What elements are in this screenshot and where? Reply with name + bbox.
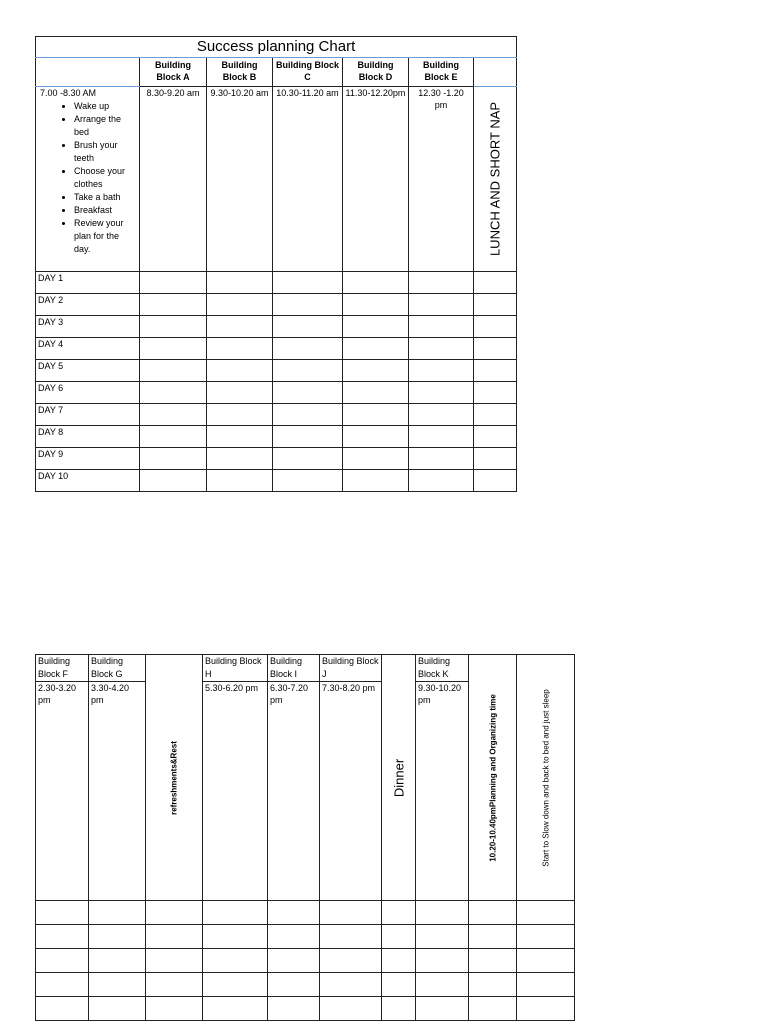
routine-item: • Brush your teeth [74, 139, 137, 165]
day-label: DAY 10 [36, 470, 140, 492]
planning-cell [469, 655, 517, 901]
table-cell [343, 426, 409, 448]
table-cell [203, 997, 268, 1021]
table-cell [474, 294, 517, 316]
table-cell [140, 448, 207, 470]
day-label: DAY 3 [36, 316, 140, 338]
block-k-time: 9.30-10.20 pm [416, 682, 469, 901]
table-cell [140, 338, 207, 360]
day-label: DAY 9 [36, 448, 140, 470]
table-cell [273, 294, 343, 316]
table-cell [469, 901, 517, 925]
block-a-time: 8.30-9.20 am [140, 87, 207, 272]
block-c-time: 10.30-11.20 am [273, 87, 343, 272]
table-cell [273, 470, 343, 492]
table-cell [469, 925, 517, 949]
table-cell [207, 272, 273, 294]
block-j-time: 7.30-8.20 pm [320, 682, 382, 901]
table-cell [146, 925, 203, 949]
routine-item: • Arrange the bed [74, 113, 137, 139]
sleep-label: Start to Slow down and back to bed and just sleep [541, 688, 550, 867]
day-label: DAY 8 [36, 426, 140, 448]
table-cell [268, 973, 320, 997]
table-cell [409, 338, 474, 360]
table-cell [273, 382, 343, 404]
block-i-header: Building Block I [268, 655, 320, 682]
block-d-header: Building Block D [343, 58, 409, 87]
table-cell [474, 360, 517, 382]
refreshments-cell [146, 655, 203, 901]
table-cell [320, 901, 382, 925]
day-label: DAY 6 [36, 382, 140, 404]
table-cell [382, 925, 416, 949]
table-cell [409, 426, 474, 448]
evening-planning-chart [35, 654, 575, 1021]
table-cell [474, 338, 517, 360]
routine-item: • Choose your clothes [74, 165, 137, 191]
table-cell [409, 404, 474, 426]
table-cell [36, 925, 89, 949]
day-label: DAY 7 [36, 404, 140, 426]
table-cell [36, 901, 89, 925]
table-cell [343, 448, 409, 470]
table-cell [382, 901, 416, 925]
table-cell [474, 404, 517, 426]
block-f-header: Building Block F [36, 655, 89, 682]
table-cell [140, 382, 207, 404]
table-cell [36, 997, 89, 1021]
block-k-header: Building Block K [416, 655, 469, 682]
table-cell [416, 925, 469, 949]
table-cell [207, 338, 273, 360]
table-cell [203, 901, 268, 925]
table-cell [146, 997, 203, 1021]
routine-item: • Take a bath [74, 191, 137, 204]
table-cell [268, 901, 320, 925]
header-blank-cell [36, 58, 140, 87]
table-cell [140, 404, 207, 426]
refreshments-label: refreshments&Rest [169, 740, 179, 815]
table-cell [409, 382, 474, 404]
table-cell [89, 973, 146, 997]
table-cell [517, 925, 575, 949]
table-cell [416, 901, 469, 925]
table-cell [343, 404, 409, 426]
table-cell [474, 272, 517, 294]
table-cell [517, 997, 575, 1021]
routine-item: • Breakfast [74, 204, 137, 217]
table-cell [140, 470, 207, 492]
dinner-cell [382, 655, 416, 901]
table-cell [207, 404, 273, 426]
block-c-header: Building Block C [273, 58, 343, 87]
chart-title: Success planning Chart [36, 37, 517, 58]
table-cell [36, 973, 89, 997]
table-cell [140, 316, 207, 338]
table-cell [140, 272, 207, 294]
table-cell [416, 949, 469, 973]
table-cell [343, 470, 409, 492]
block-g-header: Building Block G [89, 655, 146, 682]
table-cell [89, 949, 146, 973]
table-cell [320, 925, 382, 949]
table-cell [273, 316, 343, 338]
block-b-time: 9.30-10.20 am [207, 87, 273, 272]
block-e-time: 12.30 -1.20 pm [409, 87, 474, 272]
day-label: DAY 1 [36, 272, 140, 294]
day-label: DAY 2 [36, 294, 140, 316]
table-cell [409, 470, 474, 492]
block-f-time: 2.30-3.20 pm [36, 682, 89, 901]
table-cell [268, 997, 320, 1021]
table-cell [140, 294, 207, 316]
routine-item: • Wake up [74, 100, 137, 113]
planning-label: 10.20-10.40pmPlanning and Organizing time [488, 693, 497, 862]
table-cell [416, 997, 469, 1021]
table-cell [474, 448, 517, 470]
table-cell [273, 426, 343, 448]
header-blank-cell [474, 58, 517, 87]
day-label: DAY 4 [36, 338, 140, 360]
table-cell [382, 973, 416, 997]
block-h-time: 5.30-6.20 pm [203, 682, 268, 901]
block-a-header: Building Block A [140, 58, 207, 87]
table-cell [207, 294, 273, 316]
table-cell [517, 949, 575, 973]
table-cell [382, 997, 416, 1021]
table-cell [207, 316, 273, 338]
routine-item: • Review your plan for the day. [74, 217, 137, 256]
lunch-cell [474, 87, 517, 272]
table-cell [416, 973, 469, 997]
block-e-header: Building Block E [409, 58, 474, 87]
table-cell [343, 382, 409, 404]
table-cell [89, 901, 146, 925]
table-cell [273, 360, 343, 382]
table-cell [517, 901, 575, 925]
table-cell [409, 272, 474, 294]
table-cell [203, 973, 268, 997]
table-cell [474, 470, 517, 492]
table-cell [517, 973, 575, 997]
table-cell [343, 294, 409, 316]
table-cell [474, 426, 517, 448]
table-cell [343, 360, 409, 382]
block-b-header: Building Block B [207, 58, 273, 87]
table-cell [469, 973, 517, 997]
table-cell [409, 448, 474, 470]
table-cell [207, 448, 273, 470]
table-cell [273, 404, 343, 426]
table-cell [273, 448, 343, 470]
table-cell [146, 901, 203, 925]
table-cell [409, 360, 474, 382]
morning-time: 7.00 -8.30 AM [40, 88, 97, 98]
table-cell [409, 294, 474, 316]
table-cell [89, 925, 146, 949]
table-cell [469, 997, 517, 1021]
table-cell [474, 382, 517, 404]
table-cell [89, 997, 146, 1021]
table-cell [207, 382, 273, 404]
block-d-time: 11.30-12.20pm [343, 87, 409, 272]
table-cell [320, 997, 382, 1021]
table-cell [343, 272, 409, 294]
table-cell [320, 949, 382, 973]
table-cell [273, 272, 343, 294]
table-cell [273, 338, 343, 360]
day-label: DAY 5 [36, 360, 140, 382]
table-cell [343, 316, 409, 338]
table-cell [146, 949, 203, 973]
dinner-label: Dinner [391, 758, 406, 797]
morning-routine-list [40, 100, 137, 256]
table-cell [343, 338, 409, 360]
block-i-time: 6.30-7.20 pm [268, 682, 320, 901]
table-cell [203, 925, 268, 949]
success-planning-chart [35, 36, 517, 492]
table-cell [409, 316, 474, 338]
table-cell [474, 316, 517, 338]
morning-routine-cell [36, 87, 140, 272]
table-cell [320, 973, 382, 997]
table-cell [268, 949, 320, 973]
table-cell [382, 949, 416, 973]
table-cell [36, 949, 89, 973]
block-j-header: Building Block J [320, 655, 382, 682]
table-cell [146, 973, 203, 997]
table-cell [207, 426, 273, 448]
block-g-time: 3.30-4.20 pm [89, 682, 146, 901]
sleep-cell [517, 655, 575, 901]
block-h-header: Building Block H [203, 655, 268, 682]
table-cell [268, 925, 320, 949]
table-cell [207, 360, 273, 382]
table-cell [140, 360, 207, 382]
lunch-label: LUNCH AND SHORT NAP [487, 101, 503, 257]
table-cell [203, 949, 268, 973]
table-cell [469, 949, 517, 973]
table-cell [207, 470, 273, 492]
table-cell [140, 426, 207, 448]
